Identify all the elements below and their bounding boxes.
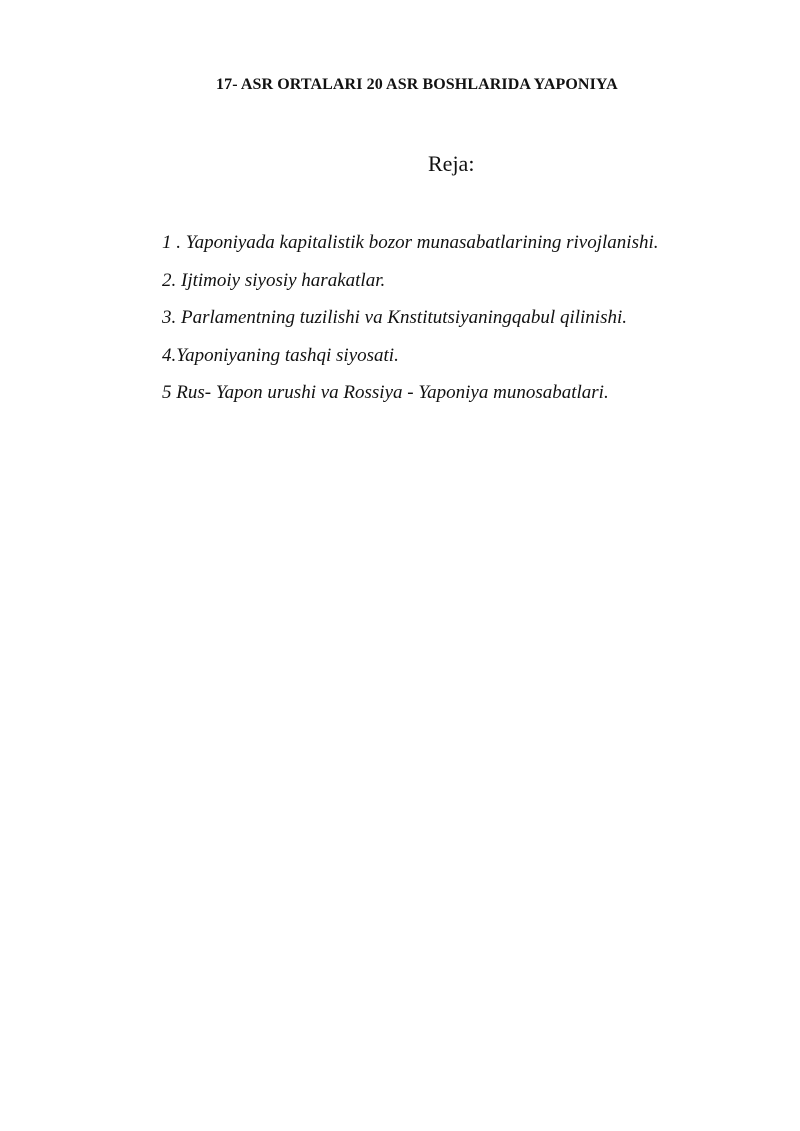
plan-item: 3. Parlamentning tuzilishi va Knstitutsiyaningqabul qilinishi.: [162, 307, 627, 328]
plan-item: 2. Ijtimoiy siyosiy harakatlar.: [162, 269, 386, 291]
plan-list: [162, 224, 782, 412]
plan-item: 4.Yaponiyaning tashqi siyosati.: [162, 344, 399, 366]
plan-item: 5 Rus- Yapon urushi va Rossiya - Yaponiya munosabatlari.: [162, 382, 609, 403]
plan-heading: Reja:: [428, 151, 475, 176]
document-title: 17- ASR ORTALARI 20 ASR BOSHLARIDA YAPONIYA: [216, 76, 618, 93]
plan-item: 1 . Yaponiyada kapitalistik bozor munasabatlarining rivojlanishi.: [162, 232, 659, 253]
